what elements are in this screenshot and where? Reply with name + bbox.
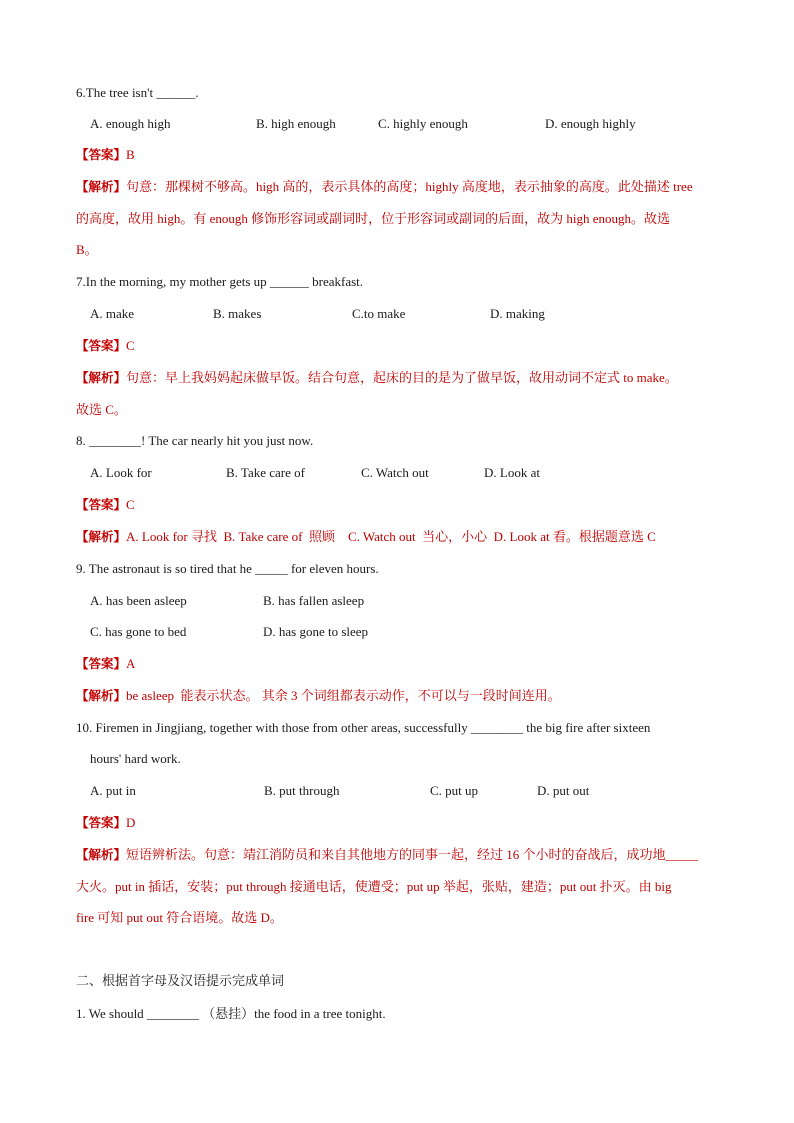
q6-analysis-line-1	[76, 178, 724, 196]
analysis-tag: 【解析】	[76, 847, 127, 862]
analysis-text: 短语辨析法。句意：靖江消防员和来自其他地方的同事一起，经过 16 个小时的奋战后，成功地_____	[126, 847, 699, 862]
q6-analysis-line-3: B。	[76, 242, 98, 257]
q10-analysis-line-3: fire 可知 put out 符合语境。故选 D。	[76, 910, 283, 925]
q10-analysis-line-2: 大火。put in 插话，安装；put through 接通电话，使遭受；put up 举起，张贴，建造；put out 扑灭。由 big	[76, 879, 672, 894]
analysis-tag: 【解析】	[76, 688, 127, 703]
q7-answer	[76, 337, 724, 355]
answer-value: B	[126, 147, 135, 162]
q10-option-b: B. put through	[264, 783, 340, 798]
q6-option-b: B. high enough	[256, 116, 336, 131]
analysis-tag: 【解析】	[76, 370, 127, 385]
q8-analysis-line-1	[76, 528, 724, 546]
q7-analysis-line-2: 故选 C。	[76, 402, 127, 417]
q9-stem: 9. The astronaut is so tired that he _____ for eleven hours.	[76, 561, 379, 576]
q10-answer	[76, 814, 724, 832]
q9-answer	[76, 655, 724, 673]
answer-tag: 【答案】	[76, 147, 127, 162]
q6-option-a: A. enough high	[90, 116, 171, 131]
q10-stem-line-2: hours' hard work.	[90, 751, 181, 766]
answer-tag: 【答案】	[76, 497, 127, 512]
q6-stem: 6.The tree isn't ______.	[76, 85, 199, 100]
answer-value: C	[126, 497, 135, 512]
section-2-q1: 1. We should ________ （悬挂）the food in a tree tonight.	[76, 1006, 386, 1021]
q8-answer	[76, 496, 724, 514]
q9-option-a: A. has been asleep	[90, 593, 187, 608]
analysis-text: 句意：那棵树不够高。high 高的，表示具体的高度；highly 高度地，表示抽象的高度。此处描述 tree	[126, 179, 693, 194]
q6-answer	[76, 146, 724, 164]
q7-analysis-line-1	[76, 369, 724, 387]
q8-option-d: D. Look at	[484, 465, 540, 480]
q7-option-a: A. make	[90, 306, 135, 321]
q10-option-c: C. put up	[430, 783, 479, 798]
analysis-tag: 【解析】	[76, 529, 127, 544]
q9-option-c: C. has gone to bed	[90, 624, 187, 639]
analysis-text: be asleep 能表示状态。 其余 3 个词组都表示动作，不可以与一段时间连用。	[126, 688, 561, 703]
q6-option-d: D. enough highly	[545, 116, 636, 131]
answer-value: C	[126, 338, 135, 353]
analysis-text: 句意：早上我妈妈起床做早饭。结合句意，起床的目的是为了做早饭，故用动词不定式 to make。	[126, 370, 678, 385]
q9-option-b: B. has fallen asleep	[263, 593, 365, 608]
analysis-tag: 【解析】	[76, 179, 127, 194]
section-2-title: 二、根据首字母及汉语提示完成单词	[76, 974, 285, 989]
q8-stem: 8. ________! The car nearly hit you just now.	[76, 433, 314, 448]
q7-option-b: B. makes	[213, 306, 262, 321]
q10-stem-line-1: 10. Firemen in Jingjiang, together with those from other areas, successfully ________ the big fire after sixteen	[76, 720, 651, 735]
answer-value: A	[126, 656, 136, 671]
q9-option-d: D. has gone to sleep	[263, 624, 369, 639]
q6-option-c: C. highly enough	[378, 116, 468, 131]
q8-option-b: B. Take care of	[226, 465, 305, 480]
answer-tag: 【答案】	[76, 338, 127, 353]
q9-analysis-line-1	[76, 687, 724, 705]
q7-option-c: C.to make	[352, 306, 406, 321]
q8-option-a: A. Look for	[90, 465, 152, 480]
q10-option-a: A. put in	[90, 783, 136, 798]
q10-analysis-line-1	[76, 846, 724, 864]
analysis-text: A. Look for 寻找 B. Take care of 照顾 C. Watch out 当心，小心 D. Look at 看。根据题意选 C	[126, 529, 656, 544]
q10-option-d: D. put out	[537, 783, 590, 798]
answer-tag: 【答案】	[76, 656, 127, 671]
answer-value: D	[126, 815, 136, 830]
answer-tag: 【答案】	[76, 815, 127, 830]
q8-option-c: C. Watch out	[361, 465, 429, 480]
q7-option-d: D. making	[490, 306, 545, 321]
q7-stem: 7.In the morning, my mother gets up ______ breakfast.	[76, 274, 364, 289]
q6-analysis-line-2: 的高度，故用 high。有 enough 修饰形容词或副词时，位于形容词或副词的后面，故为 high enough。故选	[76, 211, 671, 226]
